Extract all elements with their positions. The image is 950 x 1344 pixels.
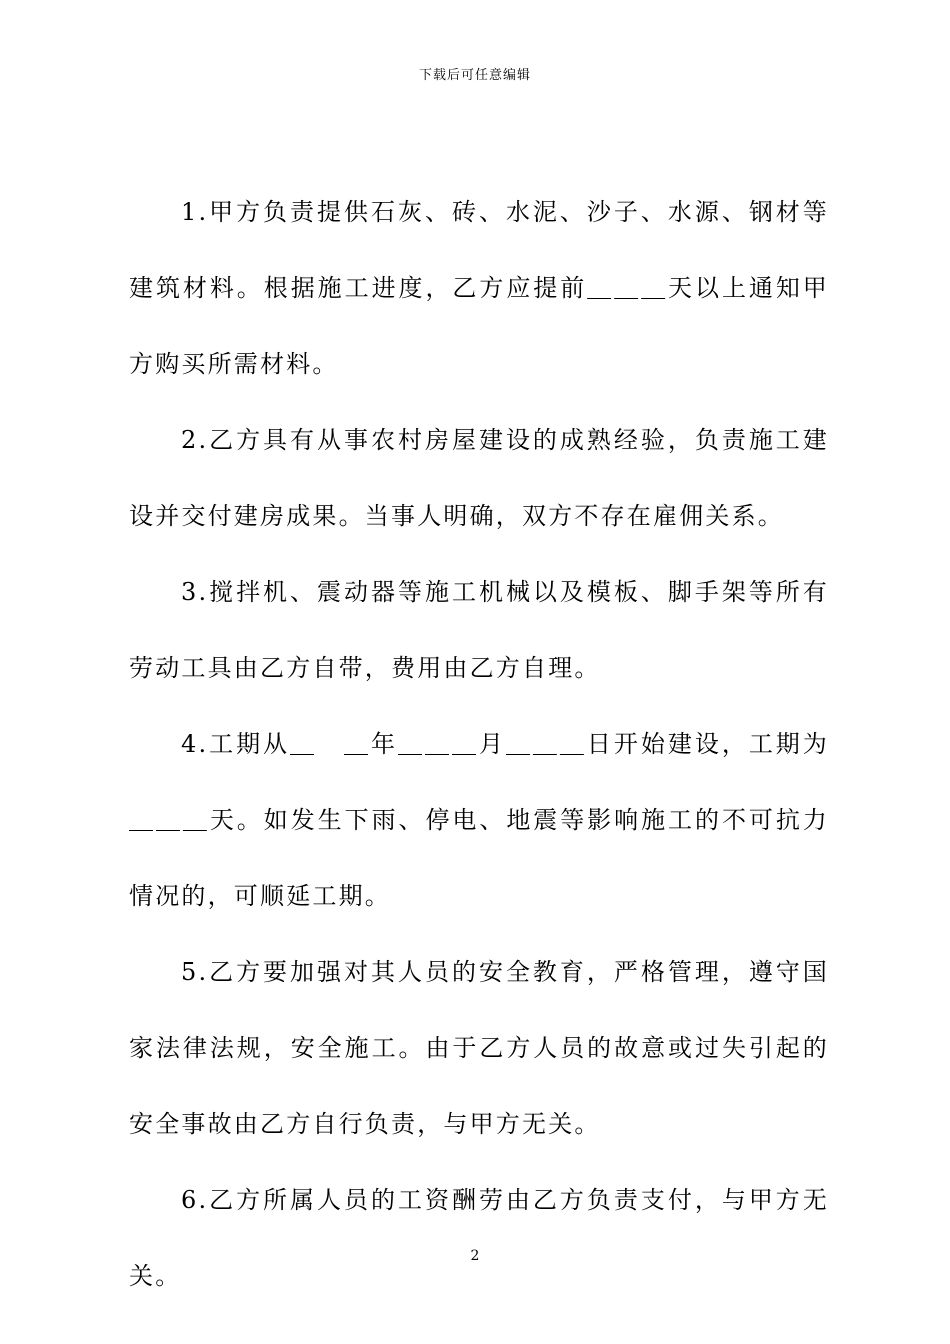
clause-4: 4.工期从＿ ＿年＿＿＿月＿＿＿日开始建设，工期为＿＿＿天。如发生下雨、停电、地震等影响施工的不可抗力情况的，可顺延工期。	[129, 730, 829, 910]
clause-6: 6.乙方所属人员的工资酬劳由乙方负责支付，与甲方无关。	[129, 1186, 829, 1290]
page-number: 2	[470, 1248, 480, 1264]
clause-5: 5.乙方要加强对其人员的安全教育，严格管理，遵守国家法律法规，安全施工。由于乙方人员的故意或过失引起的安全事故由乙方自行负责，与甲方无关。	[129, 958, 829, 1138]
clause-3: 3.搅拌机、震动器等施工机械以及模板、脚手架等所有劳动工具由乙方自带，费用由乙方自理。	[129, 578, 829, 682]
document-body	[129, 174, 829, 1314]
clause-1: 1.甲方负责提供石灰、砖、水泥、沙子、水源、钢材等建筑材料。根据施工进度，乙方应提前＿＿＿天以上通知甲方购买所需材料。	[129, 198, 829, 378]
page-header: 下载后可任意编辑	[418, 68, 531, 83]
clause-2: 2.乙方具有从事农村房屋建设的成熟经验，负责施工建设并交付建房成果。当事人明确，双方不存在雇佣关系。	[129, 426, 829, 530]
